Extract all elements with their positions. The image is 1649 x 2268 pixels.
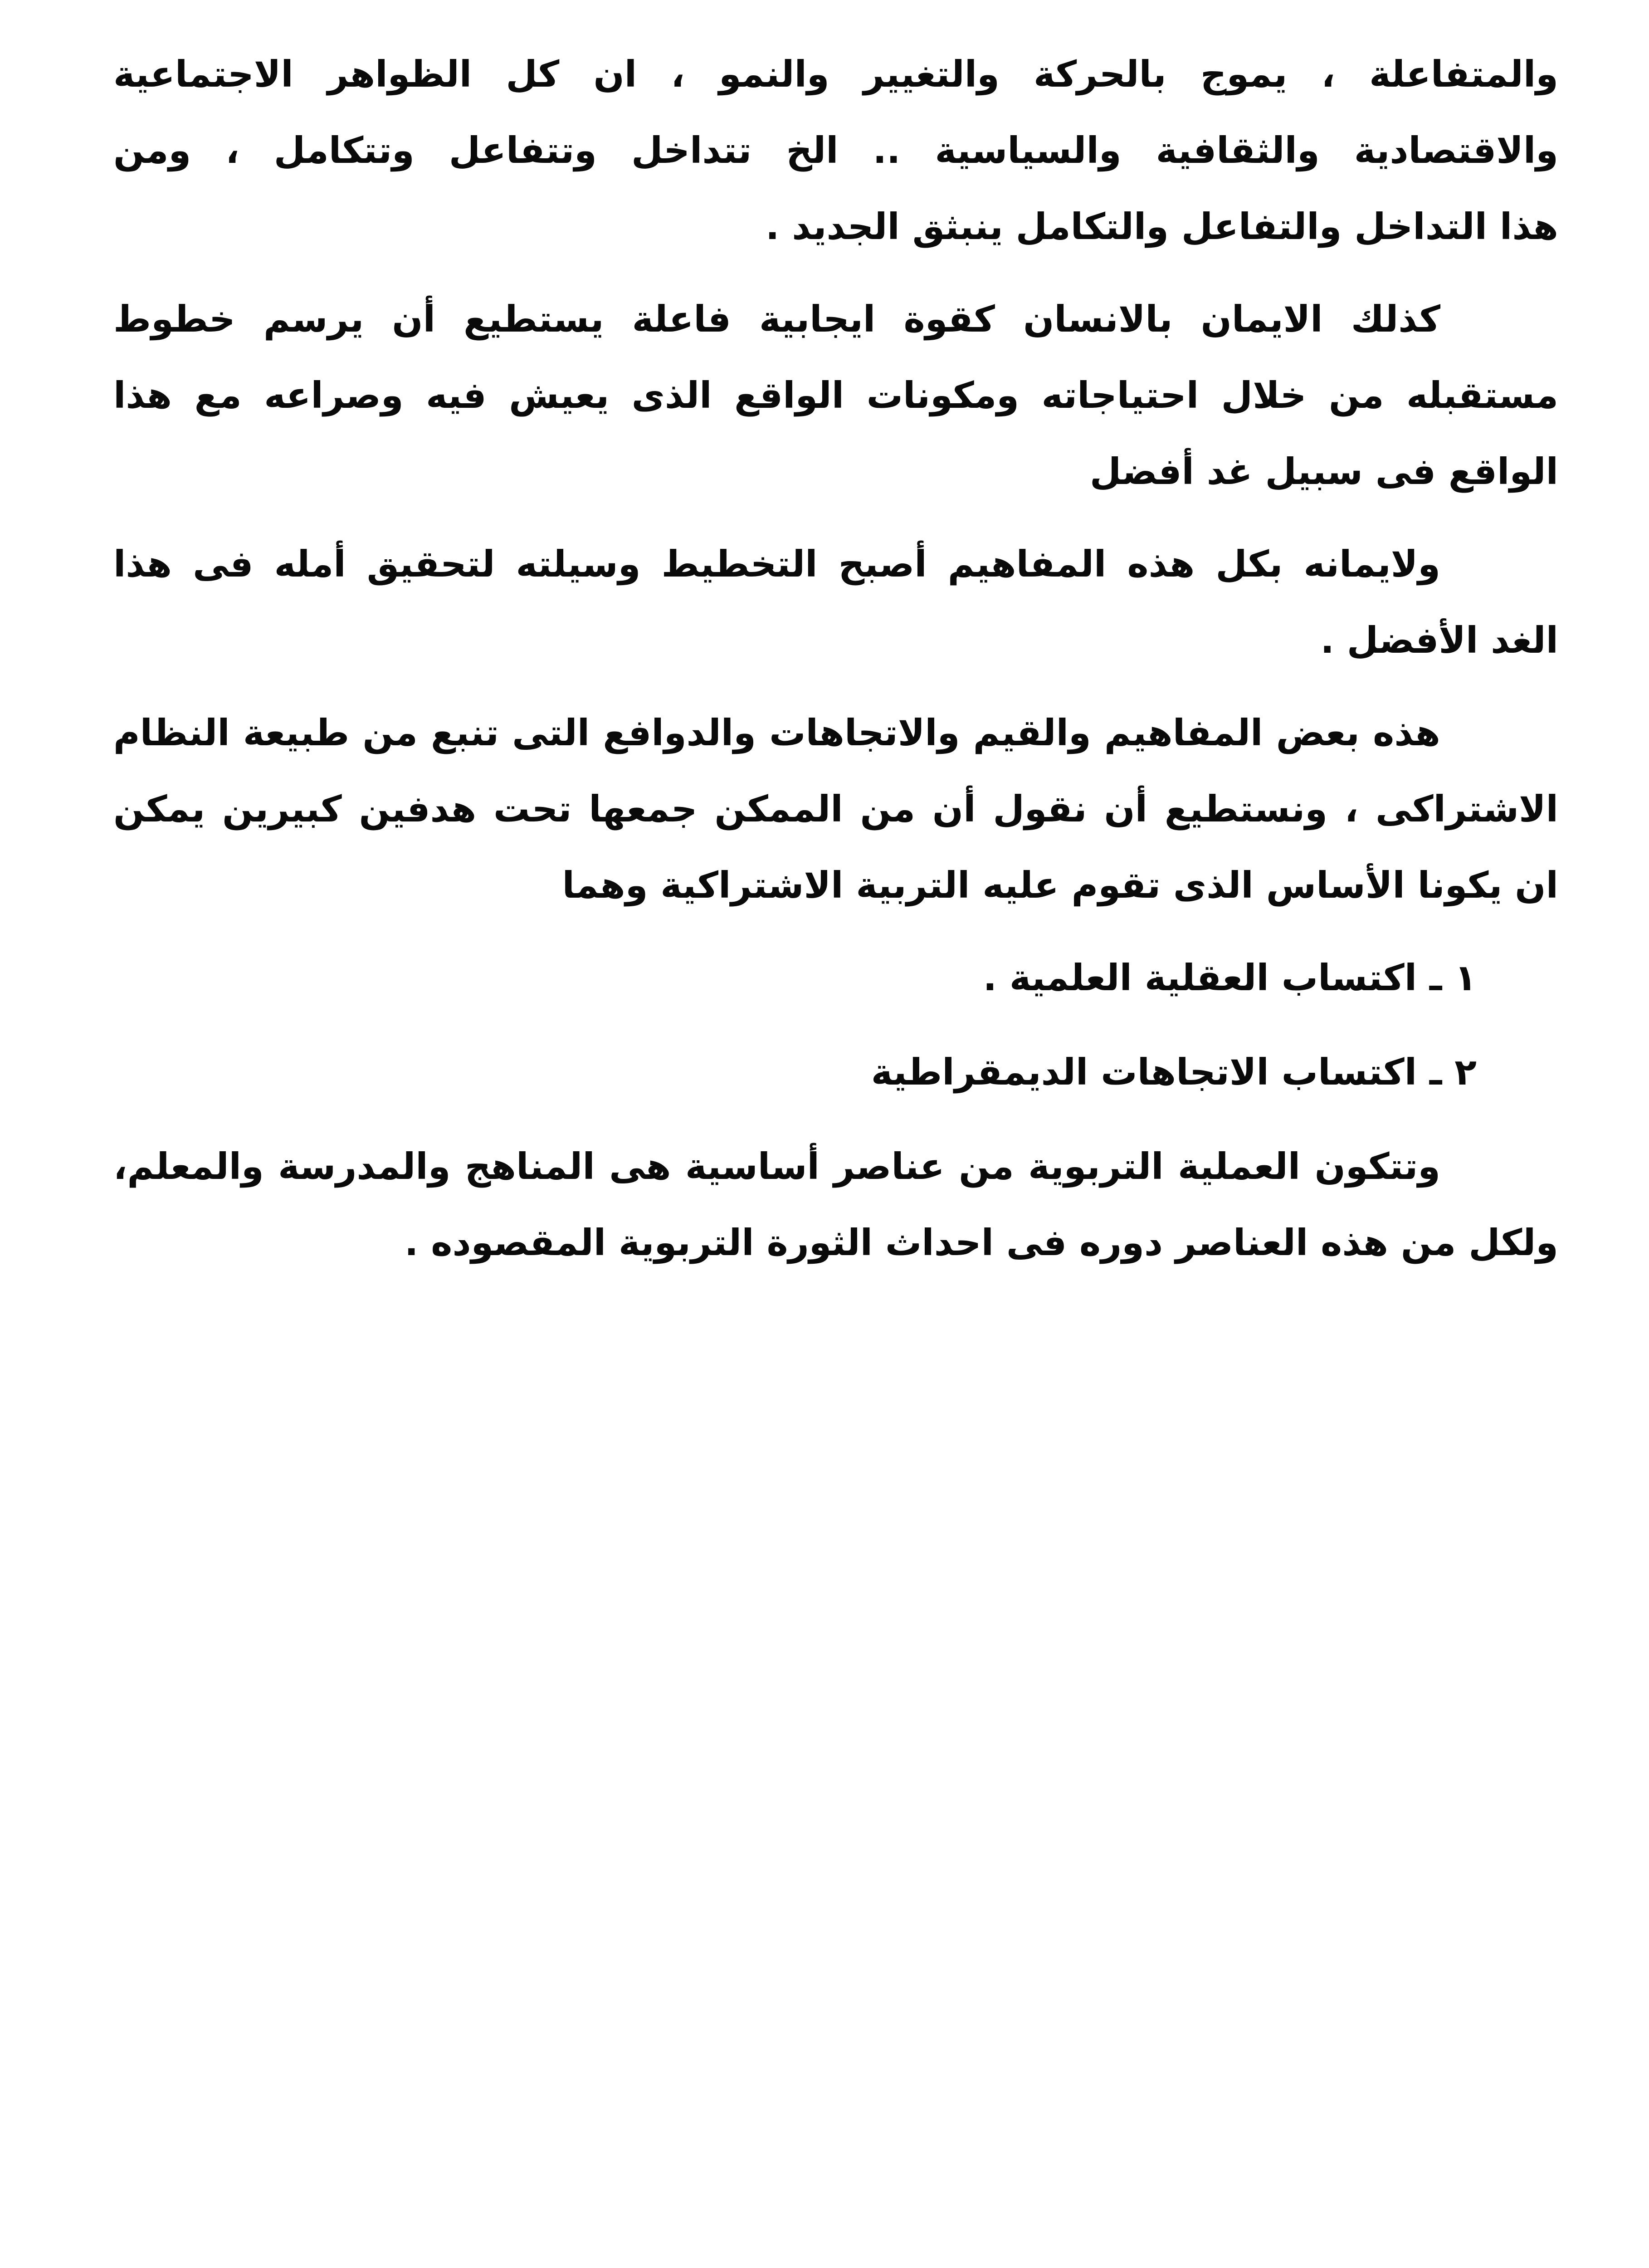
text-line: هذه بعض المفاهيم والقيم والاتجاهات والدوافع التى تنبع من طبيعة النظام xyxy=(113,712,1440,754)
text-line: كذلك الايمان بالانسان كقوة ايجابية فاعلة يستطيع أن يرسم خطوط xyxy=(113,298,1440,340)
text-line: وتتكون العملية التربوية من عناصر أساسية هى المناهج والمدرسة والمعلم، xyxy=(113,1145,1440,1188)
text-line: ولكل من هذه العناصر دوره فى احداث الثورة التربوية المقصوده . xyxy=(404,1222,1558,1264)
text-line: ان يكونا الأساس الذى تقوم عليه التربية الاشتراكية وهما xyxy=(562,864,1558,906)
text-line: ولايمانه بكل هذه المفاهيم أصبح التخطيط وسيلته لتحقيق أمله فى هذا xyxy=(113,543,1440,585)
text-line: الغد الأفضل . xyxy=(1320,619,1558,661)
paragraph-2 xyxy=(113,281,1558,510)
paragraph-3 xyxy=(113,526,1558,679)
list-item: ٢ ـ اكتساب الاتجاهات الديمقراطية xyxy=(871,1051,1477,1093)
body-text xyxy=(113,36,1558,1297)
numbered-list xyxy=(113,940,1558,1110)
paragraph-5 xyxy=(113,1129,1558,1281)
text-line: الاشتراكى ، ونستطيع أن نقول أن من الممكن جمعها تحت هدفين كبيرين يمكن xyxy=(113,788,1558,830)
text-line: مستقبله من خلال احتياجاته ومكونات الواقع الذى يعيش فيه وصراعه مع هذا xyxy=(113,374,1558,416)
text-line: والاقتصادية والثقافية والسياسية .. الخ تتداخل وتتفاعل وتتكامل ، ومن xyxy=(113,129,1558,171)
paragraph-4 xyxy=(113,695,1558,924)
text-line: والمتفاعلة ، يموج بالحركة والتغيير والنمو ، ان كل الظواهر الاجتماعية xyxy=(113,53,1558,95)
paragraph-1 xyxy=(113,36,1558,265)
text-line: الواقع فى سبيل غد أفضل xyxy=(1089,450,1558,493)
list-item: ١ ـ اكتساب العقلية العلمية . xyxy=(983,957,1477,999)
text-line: هذا التداخل والتفاعل والتكامل ينبثق الجديد . xyxy=(766,205,1558,248)
